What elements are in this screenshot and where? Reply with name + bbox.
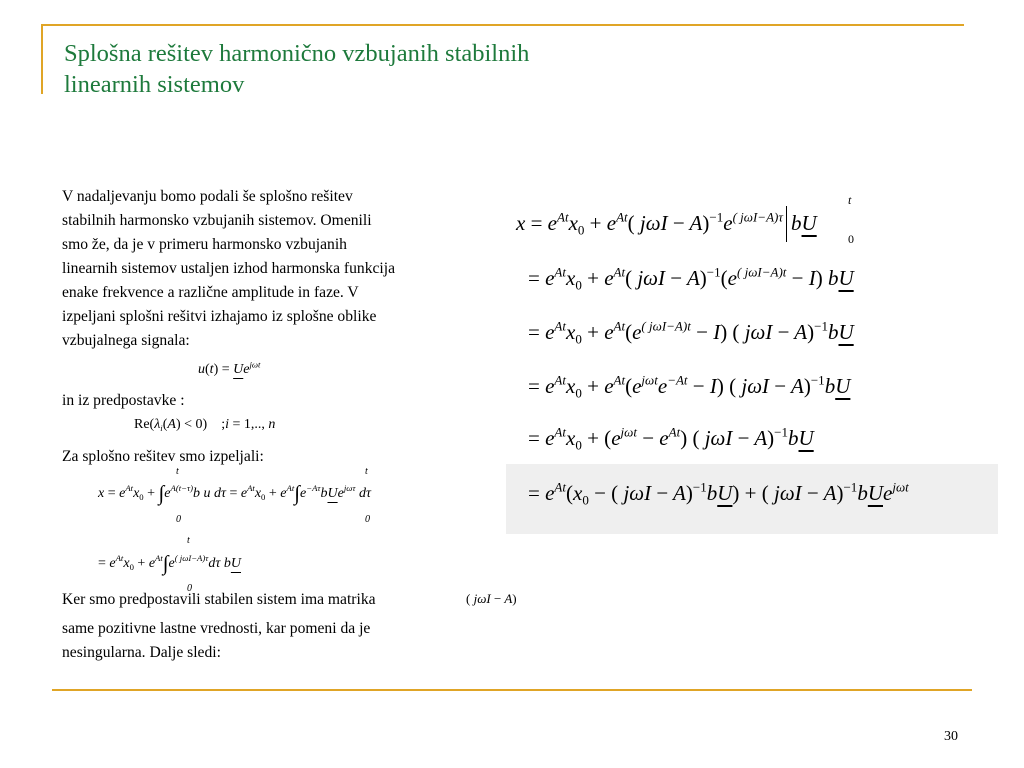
solution-equation-line-1: $x = e^{At}x_0 + \int e^{A(t-\tau)}b$ u $d\tau = e^{At}x_0 + e^{At}\int e^{-A\tau}bUe^{j\omega\tau}$ dτ	[98, 481, 371, 505]
conclusion-line: nesingularna. Dalje sledi:	[62, 644, 221, 661]
intro-paragraph	[62, 185, 395, 353]
assumption-equation: $Re(\lambda_i(A) < 0)$ ;i = 1,.., n	[134, 417, 276, 434]
intro-line: izpeljani splošni rešitvi izhajamo iz splošne oblike	[62, 308, 377, 325]
general-solution-label: Za splošno rešitev smo izpeljali:	[62, 448, 264, 465]
solution-equation-line-2: = $e^{At}x_0 + e^{At}\int e^{( j\omega I-A)\tau}d\tau$ bU	[98, 551, 241, 575]
left-divider	[41, 24, 43, 94]
intro-line: smo že, da je v primeru harmonsko vzbujanih	[62, 236, 347, 253]
conclusion-line: same pozitivne lastne vrednosti, kar pomeni da je	[62, 620, 371, 637]
step-equation-1: $x = e^{At}x_0 + e^{At}$( $j\omega I - A)^{-1}e^{( j\omega I-A)\tau}$ bU	[516, 206, 817, 242]
evaluation-upper-limit: t	[848, 193, 852, 207]
matrix-statement: Ker smo predpostavili stabilen sistem ima matrika	[62, 591, 376, 608]
slide-title	[64, 38, 684, 100]
intro-line: V nadaljevanju bomo podali še splošno rešitev	[62, 188, 353, 205]
step-equation-2: = $e^{At}x_0 + e^{At}$( $j\omega I - A)^{-1}(e^{( j\omega I-A)t} - I)$ bU	[528, 264, 854, 293]
conclusion-paragraph	[62, 617, 370, 665]
page-number: 30	[944, 729, 958, 744]
integral-upper-limit: t	[187, 535, 190, 546]
step-equation-4: = $e^{At}x_0 + e^{At}(e^{j\omega t}e^{-At} - I)$ ( jωI − A)$^{-1}$bU	[528, 372, 851, 401]
matrix-expression: ( jωI − A)	[466, 591, 517, 606]
top-divider	[42, 24, 964, 26]
bottom-divider	[52, 689, 972, 691]
step-equation-6: = $e^{At}(x_0$ − ( jωI − A)$^{-1}$bU) + ( jωI − A)$^{-1}$bUe$^{j\omega t}$	[528, 479, 909, 508]
evaluation-lower-limit: 0	[848, 232, 854, 246]
intro-line: enake frekvence a različne amplitude in faze. V	[62, 284, 359, 301]
step-equation-3: = $e^{At}x_0 + e^{At}(e^{( j\omega I-A)t} - I)$ ( jωI − A)$^{-1}$bU	[528, 318, 854, 347]
integral-lower-limit: 0	[176, 514, 181, 525]
integral-lower-limit: 0	[187, 583, 192, 594]
title-line-1: Splošna rešitev harmonično vzbujanih stabilnih	[64, 40, 530, 67]
step-equation-5: = $e^{At}x_0 + (e^{j\omega t} - e^{At})$ ( jωI − A)$^{-1}$bU	[528, 424, 814, 453]
excitation-equation: $u(t) = Ue^{j\omega t}$	[198, 359, 261, 377]
title-line-2: linearnih sistemov	[64, 71, 245, 98]
integral-upper-limit: t	[365, 466, 368, 477]
intro-line: linearnih sistemov ustaljen izhod harmonska funkcija	[62, 260, 396, 277]
integral-lower-limit: 0	[365, 514, 370, 525]
intro-line: stabilnih harmonsko vzbujanih sistemov. Omenili	[62, 212, 372, 229]
assumption-label: in iz predpostavke :	[62, 392, 185, 409]
intro-line: vzbujalnega signala:	[62, 332, 190, 349]
integral-upper-limit: t	[176, 466, 179, 477]
